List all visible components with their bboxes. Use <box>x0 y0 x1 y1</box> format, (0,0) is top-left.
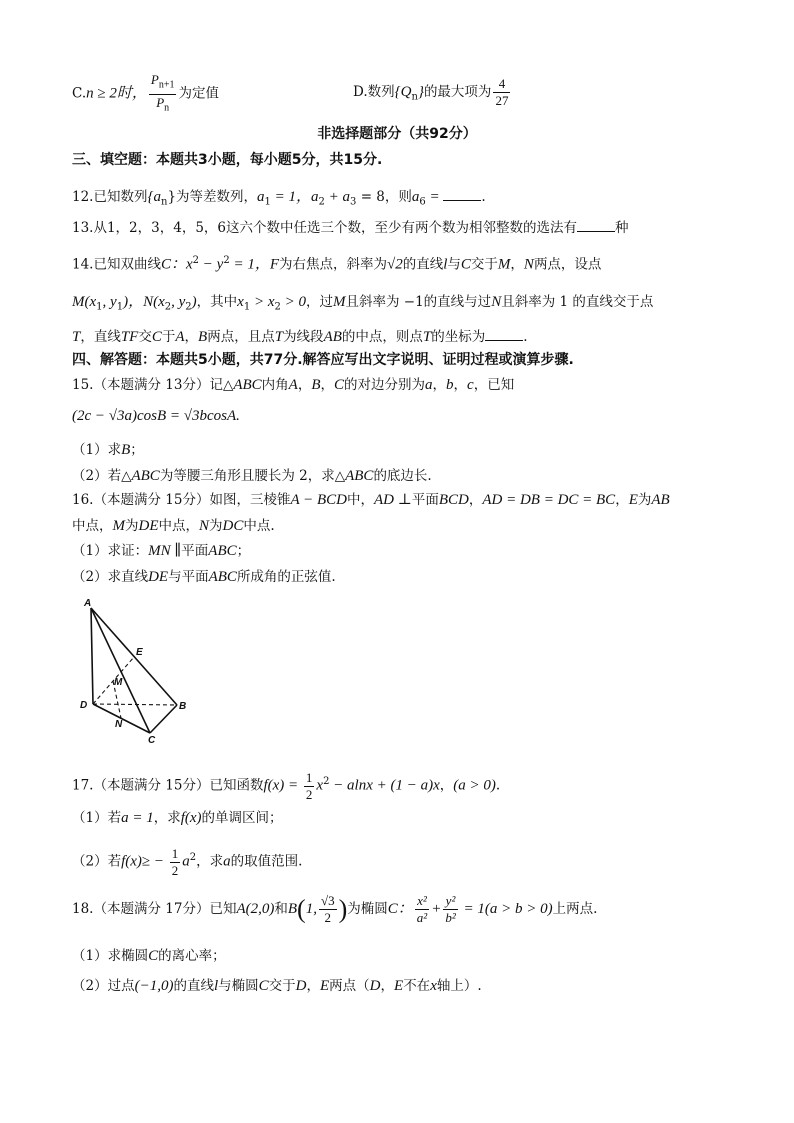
q15-text: ； <box>130 442 144 458</box>
edge-AD <box>91 608 93 704</box>
q18-math: C <box>258 978 269 994</box>
q15-math: B <box>121 442 131 458</box>
q15-math: c <box>467 377 474 393</box>
q16-math: DC <box>222 518 244 534</box>
q14-sub: 1 <box>243 301 251 313</box>
q14-text: . <box>523 329 528 345</box>
q12-seq: {a <box>147 189 161 205</box>
q16-math: N <box>199 518 210 534</box>
tetrahedron-figure <box>75 596 195 748</box>
q16-math: ABC <box>208 569 237 585</box>
q14-sub: 2 <box>274 301 281 313</box>
q18-math: + <box>431 901 442 917</box>
q14-math: AB <box>323 329 342 345</box>
q18-text: ， <box>306 978 320 994</box>
q17-math: a = 1 <box>121 810 154 826</box>
q14-math: = 1， <box>229 256 270 273</box>
label-D: D <box>80 700 88 711</box>
question-14-line-3 <box>72 326 528 347</box>
q14-math: M <box>332 294 346 310</box>
q14-sub: 2 <box>185 301 192 313</box>
q16-text: 与平面 <box>168 569 209 585</box>
q18-text: 的直线 <box>173 978 214 994</box>
q12-a1: a <box>257 189 265 205</box>
q17-math: f(x) <box>180 810 202 826</box>
q18-math: C <box>148 948 159 964</box>
q14-text: 两点，且点 <box>207 329 275 345</box>
frac-den: a² <box>416 910 428 925</box>
question-17-part-1 <box>72 808 283 828</box>
q16-math: AD = DB = DC = BC <box>482 492 616 508</box>
q14-sub: 1 <box>96 301 103 313</box>
edge-AC <box>91 608 150 733</box>
q15-math: ABC <box>345 468 374 484</box>
q15-text: 15.（本题满分 13分）记△ <box>72 377 234 393</box>
q16-text: 中点. <box>243 518 275 534</box>
q14-math: , y <box>102 294 117 310</box>
q17-text: 17.（本题满分 15分）已知函数 <box>72 777 264 794</box>
q16-text: 平面 <box>181 543 209 559</box>
question-16-line-1 <box>72 490 670 510</box>
question-15-part-1 <box>72 440 144 460</box>
q18-text: 为椭圆 <box>347 901 388 917</box>
option-c-tail: 为定值 <box>178 85 219 102</box>
q14-math: T <box>72 329 81 345</box>
q18-text: 上两点. <box>552 901 598 917</box>
part4-heading: 四、解答题：本题共5小题，共77分.解答应写出文字说明、证明过程或演算步骤. <box>72 352 574 368</box>
q17-math: − alnx + (1 − a)x <box>329 777 440 794</box>
q14-math: TF <box>120 329 139 345</box>
q16-text: （2）求直线 <box>72 569 149 585</box>
q14-math: )，N(x <box>123 294 165 310</box>
question-16-part-1 <box>72 541 250 561</box>
q18-math: C： <box>387 901 413 917</box>
frac-num: √3 <box>320 893 335 908</box>
q17-math: x <box>316 777 324 794</box>
edge-BC <box>150 705 177 733</box>
q14-text: 且斜率为 −1的直线与过 <box>345 294 492 310</box>
q14-math: √2 <box>387 256 403 273</box>
q18-math: = 1(a > b > 0) <box>459 901 553 917</box>
q14-math: T <box>274 329 284 345</box>
q17-math: a <box>182 853 190 870</box>
q15-text: ， <box>297 377 312 393</box>
q13-tail: 种 <box>615 220 629 236</box>
q17-math: a <box>223 853 231 870</box>
q15-text: 为等腰三角形且腰长为 2，求△ <box>159 468 346 484</box>
question-12: 12.已知数列$\{a_n\}$为等差数列，$a_1 = 1$，$a_2 + a_3 = 8$，则$a_6$ = . <box>72 186 486 213</box>
q18-text: （1）求椭圆 <box>72 948 149 964</box>
q16-text: 中点， <box>158 518 199 534</box>
q12-eq: = 1， <box>270 189 312 205</box>
question-17-part-2 <box>72 838 302 878</box>
q18-x-fraction <box>415 893 429 926</box>
option-c-fraction <box>149 72 177 116</box>
q12-seq-sub: n <box>160 196 168 208</box>
q18-math: D <box>369 978 381 994</box>
q16-math: ABC <box>208 543 237 559</box>
label-E: E <box>136 647 143 658</box>
q14-text: 与 <box>447 256 461 273</box>
q14-text: 交于 <box>470 256 498 273</box>
frac-den: b² <box>445 910 456 925</box>
label-N: N <box>115 719 123 730</box>
question-13 <box>72 217 629 238</box>
label-B: B <box>179 701 187 712</box>
q14-text: ，直线 <box>80 329 121 345</box>
q16-math: AD ⊥ <box>373 492 412 508</box>
q14-math: C： <box>160 256 186 273</box>
option-d-set-close: } <box>417 84 424 100</box>
frac-num: y² <box>443 893 457 910</box>
q16-text: 所成角的正弦值. <box>236 569 336 585</box>
q14-text: 的中点，则点 <box>341 329 423 345</box>
q14-math: M <box>497 256 511 273</box>
q17-text: ，求 <box>196 853 224 870</box>
q15-text: ， <box>432 377 447 393</box>
q15-text: 的底边长. <box>373 468 432 484</box>
q14-math: − y <box>199 256 224 273</box>
q18-math: x <box>430 978 437 994</box>
q18-text: 交于 <box>268 978 296 994</box>
q14-math: N <box>523 256 534 273</box>
q16-text: 为 <box>125 518 139 534</box>
edge-DB <box>93 704 177 705</box>
label-C: C <box>148 735 156 746</box>
q12-eq: = <box>425 189 444 205</box>
answer-blank[interactable] <box>577 217 615 232</box>
q17-fraction <box>170 846 181 879</box>
question-14-line-2 <box>72 292 653 318</box>
q18-math: E <box>394 978 404 994</box>
q16-math: E <box>628 492 638 508</box>
q14-text: ，过 <box>305 294 333 310</box>
q18-y-fraction <box>443 893 457 926</box>
q14-sub: 1 <box>116 301 124 313</box>
option-c-condition: n ≥ 2时， <box>86 85 147 102</box>
q12-text: }为等差数列， <box>167 189 258 205</box>
q14-text: ，其中 <box>196 294 238 310</box>
q17-math: (a > 0) <box>453 777 496 794</box>
q17-text: 的取值范围. <box>230 853 303 870</box>
q14-text: 为线段 <box>283 329 324 345</box>
q15-math: b <box>446 377 454 393</box>
q14-math: C <box>151 329 162 345</box>
q14-text: 14.已知双曲线 <box>72 256 161 273</box>
q17-fraction <box>304 770 315 803</box>
q14-text: 的直线 <box>402 256 444 273</box>
q15-math: a <box>425 377 433 393</box>
q14-math: B <box>198 329 208 345</box>
question-18-line-1: 18.（本题满分 17分）已知A(2,0)和B(1, $\frac{√3}{2}$ )为椭圆C： $\frac{\text{x²}}{\text{a²}}$ + $\frac{\text{y²}}{\text{b²}}$ = 1(a > b > 0)上两点. <box>72 893 598 925</box>
frac-num: P <box>150 72 159 87</box>
q16-text: 16.（本题满分 15分）如图，三棱锥 <box>72 492 291 508</box>
question-14-line-1: 14.已知双曲线C：$x^2 - y^2 = 1$，F为右焦点，斜率为√2的直线l与C交于M，N两点，设点 <box>72 255 602 273</box>
q17-text: ， <box>439 777 454 794</box>
q16-text: ， <box>468 492 483 508</box>
q15-text: ，已知 <box>473 377 515 393</box>
q18-text: 的离心率； <box>158 948 226 964</box>
q18-point-fraction <box>319 893 337 926</box>
question-16-part-2 <box>72 567 336 587</box>
q14-math: x <box>186 256 193 273</box>
q14-text: 为右焦点，斜率为 <box>279 256 387 273</box>
q15-math: A <box>288 377 298 393</box>
option-d-set-sub: n <box>411 91 418 103</box>
option-d <box>353 72 512 112</box>
q14-text: 交 <box>138 329 152 345</box>
q15-text: 的对边分别为 <box>344 377 426 393</box>
q16-text: 中， <box>346 492 374 508</box>
q14-math: , y <box>171 294 186 310</box>
q14-text: 两点，设点 <box>533 256 602 273</box>
q14-math: C <box>460 256 471 273</box>
q17-sup: 2 <box>323 776 330 787</box>
q18-math: B <box>287 901 298 917</box>
q17-text: ，求 <box>153 810 181 826</box>
question-15-line-1 <box>72 375 514 395</box>
q16-text: 为 <box>637 492 652 508</box>
q18-text: 18.（本题满分 17分）已知 <box>72 901 237 917</box>
question-16-line-2 <box>72 516 275 536</box>
option-d-set: {Q <box>394 84 412 100</box>
q15-math: C <box>334 377 345 393</box>
frac-num-sub: n+1 <box>158 79 175 91</box>
frac-num: 1 <box>305 769 313 785</box>
q14-text: 且斜率为 1 的直线交于点 <box>501 294 654 310</box>
option-d-fraction <box>493 76 510 109</box>
answer-blank[interactable] <box>485 326 523 341</box>
q17-sup: 2 <box>189 852 197 863</box>
q18-text: 两点（ <box>329 978 370 994</box>
q14-text: 的坐标为 <box>431 329 486 345</box>
q14-math: l <box>443 256 448 273</box>
q15-text: 内角 <box>261 377 289 393</box>
q12-a6: a <box>411 189 420 205</box>
frac-num: x² <box>415 893 429 910</box>
q14-math: > 0 <box>280 294 306 310</box>
frac-den: 2 <box>305 786 313 802</box>
q14-math: x <box>237 294 244 310</box>
q17-text: . <box>495 777 501 794</box>
q17-text: （1）若 <box>72 810 122 826</box>
q14-text: ， <box>510 256 524 273</box>
label-M: M <box>114 677 123 688</box>
q17-text: （2）若 <box>72 853 122 870</box>
q15-text: ， <box>320 377 335 393</box>
part3-heading: 三、填空题：本题共3小题，每小题5分，共15分. <box>72 152 383 168</box>
q18-text: 与椭圆 <box>218 978 259 994</box>
q15-text: （2）若△ <box>72 468 132 484</box>
frac-den: 27 <box>495 93 509 108</box>
q18-math: D <box>295 978 307 994</box>
question-17-line-1 <box>72 762 500 802</box>
q16-math: MN ∥ <box>148 543 182 559</box>
q16-text: ； <box>236 543 251 559</box>
q15-text: ， <box>453 377 468 393</box>
frac-den-sub: n <box>164 102 170 114</box>
q16-text: ， <box>615 492 629 508</box>
q12-a2: a <box>311 189 319 205</box>
q16-math: AB <box>651 492 670 508</box>
q17-math: f(x) = <box>263 777 302 794</box>
q18-math: A(2,0) <box>236 901 275 917</box>
question-18-part-1 <box>72 946 226 966</box>
q18-math: 1, <box>305 901 317 917</box>
q15-text: （1）求 <box>72 442 122 458</box>
q14-math: A <box>175 329 185 345</box>
q16-text: 中点， <box>72 518 113 534</box>
q12-sub: 2 <box>318 196 325 208</box>
q16-math: M <box>112 518 125 534</box>
q18-text: 轴上）. <box>436 978 482 994</box>
frac-den: 2 <box>324 910 332 925</box>
section-title: 非选择题部分（共92分） <box>317 126 477 142</box>
q12-sub: 3 <box>350 196 357 208</box>
frac-num: 1 <box>171 845 179 861</box>
q12-text: 12.已知数列 <box>72 189 148 205</box>
q18-text: （2）过点 <box>72 978 135 994</box>
question-15-part-2 <box>72 466 432 486</box>
q12-text: = 8，则 <box>356 189 412 205</box>
q15-math: ABC <box>131 468 160 484</box>
q14-math: F <box>269 256 279 273</box>
q14-math: T <box>422 329 432 345</box>
label-A: A <box>84 598 92 609</box>
q16-text: （1）求证： <box>72 543 149 559</box>
q12-sub: 1 <box>264 196 271 208</box>
q17-text: 的单调区间； <box>201 810 283 826</box>
q14-math: N <box>491 294 502 310</box>
q16-math: DE <box>138 518 159 534</box>
q18-text: 不在 <box>403 978 431 994</box>
option-c-label: C. <box>72 85 87 102</box>
q12-sub: 6 <box>419 196 426 208</box>
q14-text: 于 <box>161 329 176 345</box>
q18-text: ， <box>380 978 395 994</box>
q18-text: 和 <box>274 901 288 917</box>
question-15-equation: (2c − √3a)cosB = √3bcosA. <box>72 408 240 424</box>
q17-math: f(x)≥ − <box>121 853 168 870</box>
q15-math: B <box>311 377 321 393</box>
q13-text: 13.从1，2，3，4，5，6这六个数中任选三个数，至少有两个数为相邻整数的选法有 <box>72 220 578 236</box>
option-c <box>72 72 219 112</box>
q14-math: ) <box>191 294 197 310</box>
q16-math: A − BCD <box>290 492 347 508</box>
q14-math: > x <box>250 294 275 310</box>
q15-math: ABC <box>233 377 262 393</box>
edge-AB <box>91 608 177 705</box>
q18-math: E <box>320 978 330 994</box>
frac-num: 4 <box>493 76 510 93</box>
q12-a3: + a <box>324 189 351 205</box>
q16-math: BCD <box>438 492 469 508</box>
q14-sub: 2 <box>164 301 172 313</box>
q16-math: DE <box>148 569 169 585</box>
q16-text: 为 <box>209 518 223 534</box>
q14-math: M(x <box>72 294 97 310</box>
frac-den: 2 <box>171 862 179 878</box>
option-d-label: D.数列 <box>353 84 395 100</box>
question-18-part-2 <box>72 976 482 996</box>
answer-blank[interactable] <box>443 186 481 201</box>
frac-den: P <box>156 94 165 110</box>
q14-text: ， <box>184 329 199 345</box>
q16-text: 平面 <box>411 492 439 508</box>
q18-math: l <box>213 978 219 994</box>
option-d-mid: 的最大项为 <box>423 84 492 100</box>
q18-math: (−1,0) <box>134 978 174 994</box>
